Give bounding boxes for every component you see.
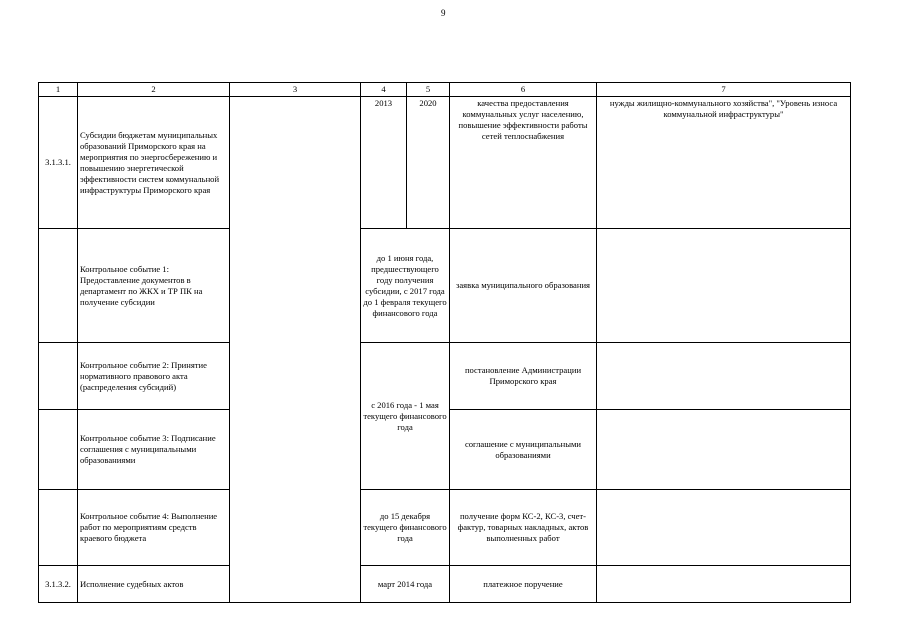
row-name: Контрольное событие 4: Выполнение работ по мероприятиям средств краевого бюджета <box>78 490 230 566</box>
expected-result: соглашение с муниципальными образованиями <box>450 410 597 490</box>
header-cell: 7 <box>597 83 851 97</box>
row-code <box>39 490 78 566</box>
indicator <box>597 229 851 343</box>
executor-cell <box>230 97 361 603</box>
deadline: до 15 декабря текущего финансового года <box>361 490 450 566</box>
indicator <box>597 490 851 566</box>
row-code <box>39 410 78 490</box>
table-row <box>39 229 851 343</box>
table-row <box>39 490 851 566</box>
row-name: Контрольное событие 1: Предоставление документов в департамент по ЖКХ и ТР ПК на получение субсидии <box>78 229 230 343</box>
row-name: Контрольное событие 2: Принятие нормативного правового акта (распределения субсидий) <box>78 343 230 410</box>
start-year: 2013 <box>361 97 407 229</box>
deadline: до 1 июня года, предшествующего году получения субсидии, с 2017 года до 1 февраля текущего финансового года <box>361 229 450 343</box>
header-cell: 6 <box>450 83 597 97</box>
indicator <box>597 343 851 410</box>
expected-result: платежное поручение <box>450 566 597 603</box>
page-number: 9 <box>441 8 446 18</box>
program-table <box>38 82 851 603</box>
table-row <box>39 97 851 229</box>
deadline: с 2016 года - 1 мая текущего финансового года <box>361 343 450 490</box>
expected-result: постановление Администрации Приморского края <box>450 343 597 410</box>
row-code: 3.1.3.1. <box>39 97 78 229</box>
header-cell: 4 <box>361 83 407 97</box>
indicator <box>597 410 851 490</box>
table-row <box>39 343 851 410</box>
header-cell: 5 <box>407 83 450 97</box>
row-name: Контрольное событие 3: Подписание соглашения с муниципальными образованиями <box>78 410 230 490</box>
row-code <box>39 343 78 410</box>
row-name: Исполнение судебных актов <box>78 566 230 603</box>
end-year: 2020 <box>407 97 450 229</box>
header-cell: 3 <box>230 83 361 97</box>
deadline: март 2014 года <box>361 566 450 603</box>
header-cell: 2 <box>78 83 230 97</box>
indicator <box>597 566 851 603</box>
expected-result: качества предоставления коммунальных услуг населению, повышение эффективности работы сетей теплоснабжения <box>450 97 597 229</box>
row-code <box>39 229 78 343</box>
table-row <box>39 566 851 603</box>
row-code: 3.1.3.2. <box>39 566 78 603</box>
header-row <box>39 83 851 97</box>
expected-result: заявка муниципального образования <box>450 229 597 343</box>
expected-result: получение форм КС-2, КС-3, счет-фактур, товарных накладных, актов выполненных работ <box>450 490 597 566</box>
header-cell: 1 <box>39 83 78 97</box>
row-name: Субсидии бюджетам муниципальных образований Приморского края на мероприятия по энергосбережению и повышению энергетической эффективности систем коммунальной инфраструктуры Приморского края <box>78 97 230 229</box>
indicator: нужды жилищно-коммунального хозяйства", "Уровень износа коммунальной инфраструктуры" <box>597 97 851 229</box>
